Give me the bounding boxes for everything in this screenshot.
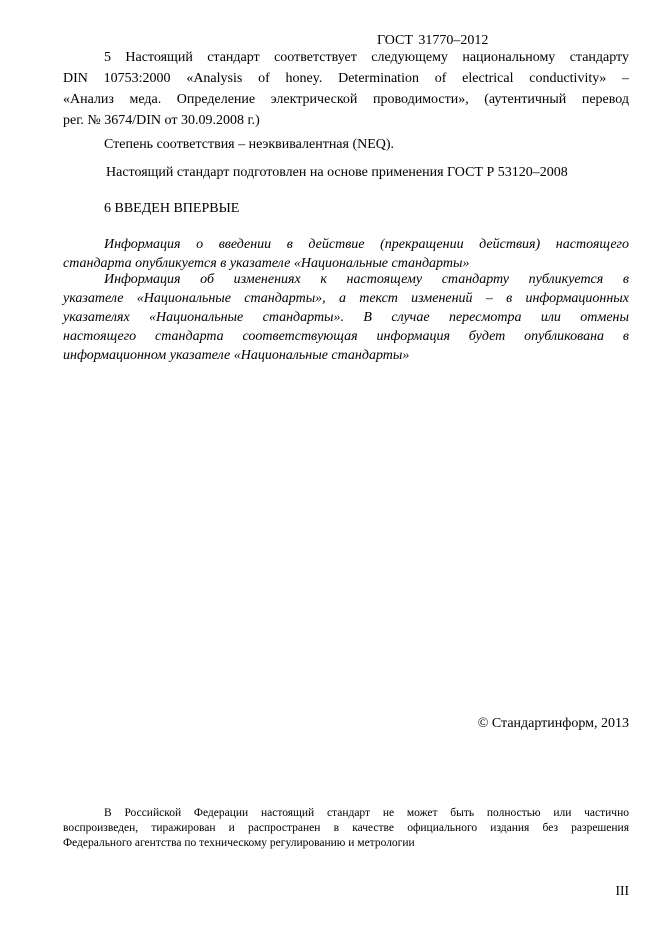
info-changes-paragraph [63,270,629,365]
copyright-notice: © Стандартинформ, 2013 [477,716,629,731]
text-line: информационном указателе «Национальные стандарты» [63,348,410,363]
section-6-heading [63,198,629,219]
text-line: настоящего стандарта соответствующая информация будет опубликована в [63,329,629,344]
text-line: стандарта опубликуется в указателе «Национальные стандарты» [63,256,470,271]
text-line: воспроизведен, тиражирован и распространен в качестве официального издания без разрешения [63,822,629,834]
info-introduction-paragraph [63,235,629,273]
text-line: указателях «Национальные стандарты». В случае пересмотра или отмены [63,310,629,325]
text-line: указателе «Национальные стандарты», а текст изменений – в информационных [63,291,629,306]
text-line: Информация об изменениях к настоящему стандарту публикуется в [104,272,629,287]
text-line: Настоящий стандарт подготовлен на основе применения ГОСТ Р 53120–2008 [106,165,568,180]
text-line: «Анализ меда. Определение электрической проводимости», (аутентичный перевод [63,92,629,107]
text-line: 5 Настоящий стандарт соответствует следующему национальному стандарту [104,50,629,65]
text-line: рег. № 3674/DIN от 30.09.2008 г.) [63,113,260,128]
text-line: Степень соответствия – неэквивалентная (NEQ). [104,137,395,152]
text-line: Информация о введении в действие (прекращении действия) настоящего [104,237,629,252]
page-number: III [615,883,629,898]
document-header-number: ГОСТ 31770–2012 [377,33,489,48]
reproduction-notice [63,806,629,851]
text-line: DIN 10753:2000 «Analysis of honey. Determination of electrical conductivity» – [63,71,629,86]
text-line: В Российской Федерации настоящий стандарт не может быть полностью или частично [104,807,629,819]
text-line: 6 ВВЕДЕН ВПЕРВЫЕ [104,201,240,216]
prepared-basis-paragraph [63,162,629,183]
section-5-paragraph [63,47,629,131]
conformity-paragraph [63,134,629,155]
text-line: Федерального агентства по техническому регулированию и метрологии [63,837,415,849]
